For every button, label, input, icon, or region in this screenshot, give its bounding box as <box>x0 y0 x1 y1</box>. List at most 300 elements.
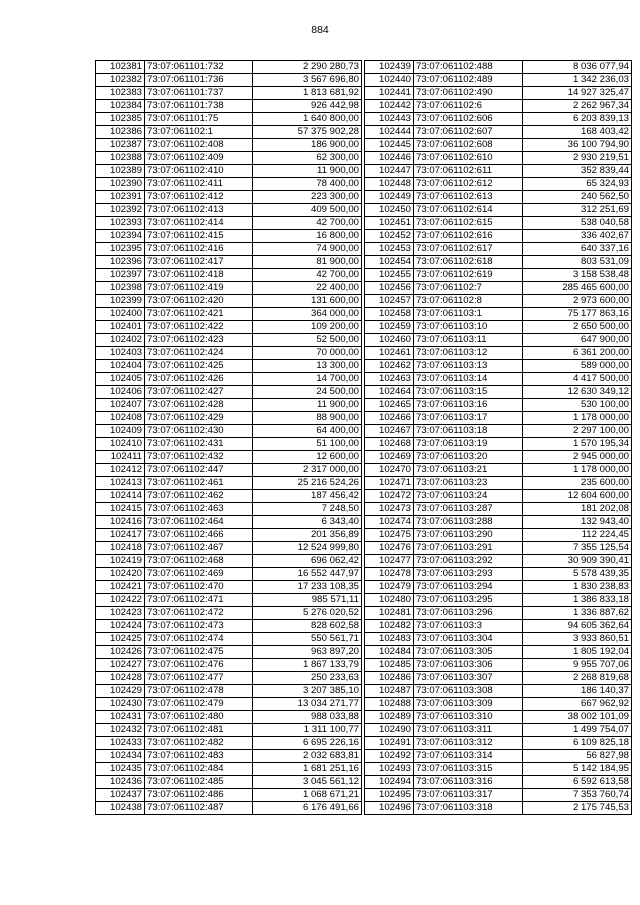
table-row <box>365 373 632 386</box>
cadastral-value: 1 178 000,00 <box>523 412 632 425</box>
table-row <box>96 529 362 542</box>
cadastral-value: 2 262 967,34 <box>523 100 632 113</box>
row-number: 102476 <box>365 542 414 555</box>
row-number: 102458 <box>365 308 414 321</box>
row-number: 102463 <box>365 373 414 386</box>
row-number: 102396 <box>96 256 145 269</box>
cadastral-number: 73:07:061103:318 <box>414 802 523 815</box>
cadastral-number: 73:07:061103:13 <box>414 360 523 373</box>
row-number: 102400 <box>96 308 145 321</box>
cadastral-number: 73:07:061102:426 <box>145 373 253 386</box>
table-row <box>365 230 632 243</box>
cadastral-number: 73:07:061103:311 <box>414 724 523 737</box>
row-number: 102429 <box>96 685 145 698</box>
cadastral-number: 73:07:061102:462 <box>145 490 253 503</box>
row-number: 102456 <box>365 282 414 295</box>
table-row <box>96 165 362 178</box>
table-row <box>96 204 362 217</box>
row-number: 102471 <box>365 477 414 490</box>
table-row <box>365 529 632 542</box>
cadastral-number: 73:07:061102:425 <box>145 360 253 373</box>
table-row <box>96 698 362 711</box>
table-row <box>96 672 362 685</box>
cadastral-value: 131 600,00 <box>253 295 362 308</box>
cadastral-value: 7 353 760,74 <box>523 789 632 802</box>
row-number: 102411 <box>96 451 145 464</box>
row-number: 102431 <box>96 711 145 724</box>
row-number: 102386 <box>96 126 145 139</box>
cadastral-value: 64 400,00 <box>253 425 362 438</box>
row-number: 102391 <box>96 191 145 204</box>
table-row <box>96 503 362 516</box>
table-row <box>96 477 362 490</box>
cadastral-number: 73:07:061102:479 <box>145 698 253 711</box>
cadastral-value: 57 375 902,28 <box>253 126 362 139</box>
cadastral-value: 6 176 491,66 <box>253 802 362 815</box>
cadastral-number: 73:07:061103:290 <box>414 529 523 542</box>
cadastral-number: 73:07:061102:616 <box>414 230 523 243</box>
cadastral-number: 73:07:061103:308 <box>414 685 523 698</box>
row-number: 102428 <box>96 672 145 685</box>
table-row <box>365 581 632 594</box>
cadastral-value: 9 955 707,06 <box>523 659 632 672</box>
cadastral-number: 73:07:061102:469 <box>145 568 253 581</box>
cadastral-value: 250 233,63 <box>253 672 362 685</box>
table-row <box>365 204 632 217</box>
cadastral-number: 73:07:061102:466 <box>145 529 253 542</box>
row-number: 102426 <box>96 646 145 659</box>
cadastral-number: 73:07:061101:736 <box>145 74 253 87</box>
cadastral-value: 11 900,00 <box>253 165 362 178</box>
cadastral-value: 30 909 390,41 <box>523 555 632 568</box>
row-number: 102395 <box>96 243 145 256</box>
row-number: 102468 <box>365 438 414 451</box>
cadastral-number: 73:07:061102:612 <box>414 178 523 191</box>
cadastral-number: 73:07:061102:424 <box>145 347 253 360</box>
row-number: 102421 <box>96 581 145 594</box>
row-number: 102420 <box>96 568 145 581</box>
cadastral-number: 73:07:061102:471 <box>145 594 253 607</box>
row-number: 102486 <box>365 672 414 685</box>
table-row <box>96 646 362 659</box>
cadastral-number: 73:07:061103:15 <box>414 386 523 399</box>
table-row <box>96 308 362 321</box>
cadastral-number: 73:07:061103:11 <box>414 334 523 347</box>
cadastral-number: 73:07:061102:427 <box>145 386 253 399</box>
cadastral-value: 62 300,00 <box>253 152 362 165</box>
cadastral-value: 13 034 271,77 <box>253 698 362 711</box>
cadastral-number: 73:07:061102:485 <box>145 776 253 789</box>
cadastral-number: 73:07:061103:291 <box>414 542 523 555</box>
table-row <box>96 802 362 815</box>
cadastral-value: 828 602,58 <box>253 620 362 633</box>
cadastral-value: 2 175 745,53 <box>523 802 632 815</box>
table-row <box>96 100 362 113</box>
row-number: 102430 <box>96 698 145 711</box>
row-number: 102461 <box>365 347 414 360</box>
table-row <box>365 74 632 87</box>
table-row <box>365 516 632 529</box>
table-row <box>96 412 362 425</box>
cadastral-number: 73:07:061102:428 <box>145 399 253 412</box>
cadastral-value: 12 600,00 <box>253 451 362 464</box>
cadastral-number: 73:07:061102:614 <box>414 204 523 217</box>
cadastral-number: 73:07:061102:447 <box>145 464 253 477</box>
cadastral-number: 73:07:061102:483 <box>145 750 253 763</box>
table-row <box>96 581 362 594</box>
cadastral-number: 73:07:061102:412 <box>145 191 253 204</box>
table-row <box>365 594 632 607</box>
cadastral-value: 11 900,00 <box>253 399 362 412</box>
cadastral-value: 1 681 251,16 <box>253 763 362 776</box>
cadastral-number: 73:07:061102:413 <box>145 204 253 217</box>
cadastral-number: 73:07:061102:472 <box>145 607 253 620</box>
row-number: 102418 <box>96 542 145 555</box>
row-number: 102455 <box>365 269 414 282</box>
cadastral-number: 73:07:061102:478 <box>145 685 253 698</box>
cadastral-value: 16 552 447,97 <box>253 568 362 581</box>
cadastral-value: 168 403,42 <box>523 126 632 139</box>
row-number: 102383 <box>96 87 145 100</box>
cadastral-number: 73:07:061103:287 <box>414 503 523 516</box>
table-row <box>365 282 632 295</box>
table-row <box>96 763 362 776</box>
row-number: 102464 <box>365 386 414 399</box>
cadastral-value: 3 045 561,12 <box>253 776 362 789</box>
row-number: 102489 <box>365 711 414 724</box>
cadastral-number: 73:07:061102:420 <box>145 295 253 308</box>
cadastral-number: 73:07:061102:7 <box>414 282 523 295</box>
cadastral-number: 73:07:061102:489 <box>414 74 523 87</box>
cadastral-value: 75 177 863,16 <box>523 308 632 321</box>
table-row <box>96 282 362 295</box>
cadastral-value: 988 033,88 <box>253 711 362 724</box>
table-row <box>365 295 632 308</box>
cadastral-value: 550 561,71 <box>253 633 362 646</box>
cadastral-value: 926 442,98 <box>253 100 362 113</box>
table-row <box>365 438 632 451</box>
table-row <box>365 789 632 802</box>
table-row <box>365 100 632 113</box>
cadastral-number: 73:07:061103:294 <box>414 581 523 594</box>
row-number: 102414 <box>96 490 145 503</box>
cadastral-number: 73:07:061102:617 <box>414 243 523 256</box>
row-number: 102405 <box>96 373 145 386</box>
table-row <box>365 243 632 256</box>
cadastral-value: 186 140,37 <box>523 685 632 698</box>
cadastral-value: 589 000,00 <box>523 360 632 373</box>
cadastral-number: 73:07:061102:488 <box>414 61 523 74</box>
table-row <box>365 672 632 685</box>
row-number: 102403 <box>96 347 145 360</box>
row-number: 102427 <box>96 659 145 672</box>
cadastral-number: 73:07:061103:307 <box>414 672 523 685</box>
table-row <box>365 321 632 334</box>
cadastral-value: 16 800,00 <box>253 230 362 243</box>
row-number: 102401 <box>96 321 145 334</box>
table-row <box>96 659 362 672</box>
table-row <box>365 165 632 178</box>
table-row <box>96 516 362 529</box>
table-row <box>96 347 362 360</box>
table-row <box>365 360 632 373</box>
cadastral-number: 73:07:061101:737 <box>145 87 253 100</box>
row-number: 102484 <box>365 646 414 659</box>
table-row <box>96 87 362 100</box>
row-number: 102423 <box>96 607 145 620</box>
table-row <box>365 87 632 100</box>
cadastral-number: 73:07:061102:429 <box>145 412 253 425</box>
table-row <box>365 126 632 139</box>
cadastral-value: 1 336 887,62 <box>523 607 632 620</box>
cadastral-number: 73:07:061103:295 <box>414 594 523 607</box>
table-row <box>365 334 632 347</box>
table-row <box>96 191 362 204</box>
row-number: 102416 <box>96 516 145 529</box>
cadastral-value: 14 927 325,47 <box>523 87 632 100</box>
table-row <box>365 633 632 646</box>
table-row <box>365 737 632 750</box>
row-number: 102466 <box>365 412 414 425</box>
row-number: 102439 <box>365 61 414 74</box>
cadastral-value: 7 355 125,54 <box>523 542 632 555</box>
row-number: 102398 <box>96 282 145 295</box>
cadastral-number: 73:07:061102:463 <box>145 503 253 516</box>
cadastral-value: 25 216 524,26 <box>253 477 362 490</box>
row-number: 102488 <box>365 698 414 711</box>
row-number: 102417 <box>96 529 145 542</box>
cadastral-value: 985 571,11 <box>253 594 362 607</box>
table-row <box>365 178 632 191</box>
row-number: 102397 <box>96 269 145 282</box>
row-number: 102482 <box>365 620 414 633</box>
row-number: 102399 <box>96 295 145 308</box>
row-number: 102459 <box>365 321 414 334</box>
cadastral-number: 73:07:061102:487 <box>145 802 253 815</box>
cadastral-number: 73:07:061102:422 <box>145 321 253 334</box>
cadastral-value: 22 400,00 <box>253 282 362 295</box>
cadastral-number: 73:07:061103:10 <box>414 321 523 334</box>
cadastral-number: 73:07:061102:6 <box>414 100 523 113</box>
row-number: 102492 <box>365 750 414 763</box>
row-number: 102469 <box>365 451 414 464</box>
cadastral-number: 73:07:061103:3 <box>414 620 523 633</box>
table-row <box>96 724 362 737</box>
row-number: 102394 <box>96 230 145 243</box>
cadastral-number: 73:07:061101:738 <box>145 100 253 113</box>
cadastral-number: 73:07:061102:8 <box>414 295 523 308</box>
cadastral-value: 2 650 500,00 <box>523 321 632 334</box>
cadastral-value: 42 700,00 <box>253 217 362 230</box>
cadastral-value: 81 900,00 <box>253 256 362 269</box>
cadastral-value: 94 605 362,64 <box>523 620 632 633</box>
row-number: 102410 <box>96 438 145 451</box>
table-row <box>365 620 632 633</box>
cadastral-value: 352 839,44 <box>523 165 632 178</box>
row-number: 102381 <box>96 61 145 74</box>
registry-table-left <box>95 60 362 815</box>
cadastral-number: 73:07:061103:293 <box>414 568 523 581</box>
cadastral-number: 73:07:061103:314 <box>414 750 523 763</box>
table-row <box>365 711 632 724</box>
table-row <box>96 126 362 139</box>
cadastral-number: 73:07:061102:421 <box>145 308 253 321</box>
cadastral-number: 73:07:061103:1 <box>414 308 523 321</box>
cadastral-value: 1 813 681,92 <box>253 87 362 100</box>
row-number: 102445 <box>365 139 414 152</box>
cadastral-value: 38 002 101,09 <box>523 711 632 724</box>
table-row <box>365 763 632 776</box>
table-row <box>96 789 362 802</box>
cadastral-value: 6 109 825,18 <box>523 737 632 750</box>
row-number: 102425 <box>96 633 145 646</box>
row-number: 102409 <box>96 425 145 438</box>
table-row <box>365 412 632 425</box>
cadastral-number: 73:07:061102:606 <box>414 113 523 126</box>
table-row <box>96 217 362 230</box>
table-row <box>365 555 632 568</box>
row-number: 102390 <box>96 178 145 191</box>
cadastral-number: 73:07:061102:480 <box>145 711 253 724</box>
cadastral-value: 409 500,00 <box>253 204 362 217</box>
row-number: 102382 <box>96 74 145 87</box>
row-number: 102442 <box>365 100 414 113</box>
cadastral-number: 73:07:061102:432 <box>145 451 253 464</box>
cadastral-value: 6 361 200,00 <box>523 347 632 360</box>
cadastral-value: 4 417 500,00 <box>523 373 632 386</box>
cadastral-value: 1 499 754,07 <box>523 724 632 737</box>
cadastral-value: 24 500,00 <box>253 386 362 399</box>
row-number: 102467 <box>365 425 414 438</box>
table-row <box>365 568 632 581</box>
table-row <box>96 61 362 74</box>
table-row <box>365 399 632 412</box>
cadastral-value: 5 578 439,35 <box>523 568 632 581</box>
cadastral-value: 640 337,16 <box>523 243 632 256</box>
table-row <box>365 646 632 659</box>
row-number: 102436 <box>96 776 145 789</box>
table-row <box>365 269 632 282</box>
table-row <box>96 334 362 347</box>
cadastral-number: 73:07:061102:419 <box>145 282 253 295</box>
row-number: 102443 <box>365 113 414 126</box>
cadastral-number: 73:07:061103:17 <box>414 412 523 425</box>
cadastral-number: 73:07:061102:416 <box>145 243 253 256</box>
cadastral-number: 73:07:061102:431 <box>145 438 253 451</box>
cadastral-value: 6 695 226,16 <box>253 737 362 750</box>
cadastral-number: 73:07:061103:296 <box>414 607 523 620</box>
cadastral-value: 7 248,50 <box>253 503 362 516</box>
cadastral-value: 132 943,40 <box>523 516 632 529</box>
cadastral-value: 12 524 999,80 <box>253 542 362 555</box>
cadastral-number: 73:07:061103:24 <box>414 490 523 503</box>
cadastral-number: 73:07:061102:481 <box>145 724 253 737</box>
cadastral-value: 13 300,00 <box>253 360 362 373</box>
table-row <box>96 451 362 464</box>
table-row <box>365 425 632 438</box>
row-number: 102495 <box>365 789 414 802</box>
row-number: 102478 <box>365 568 414 581</box>
table-row <box>96 542 362 555</box>
table-row <box>96 737 362 750</box>
cadastral-number: 73:07:061103:304 <box>414 633 523 646</box>
cadastral-value: 1 342 236,03 <box>523 74 632 87</box>
table-row <box>96 464 362 477</box>
table-row <box>96 386 362 399</box>
cadastral-value: 42 700,00 <box>253 269 362 282</box>
row-number: 102448 <box>365 178 414 191</box>
cadastral-number: 73:07:061103:23 <box>414 477 523 490</box>
cadastral-value: 3 567 696,80 <box>253 74 362 87</box>
cadastral-number: 73:07:061102:467 <box>145 542 253 555</box>
cadastral-number: 73:07:061102:1 <box>145 126 253 139</box>
cadastral-number: 73:07:061102:486 <box>145 789 253 802</box>
cadastral-number: 73:07:061102:490 <box>414 87 523 100</box>
cadastral-value: 285 465 600,00 <box>523 282 632 295</box>
cadastral-number: 73:07:061103:12 <box>414 347 523 360</box>
row-number: 102388 <box>96 152 145 165</box>
table-row <box>365 698 632 711</box>
cadastral-number: 73:07:061103:312 <box>414 737 523 750</box>
table-row <box>365 61 632 74</box>
cadastral-number: 73:07:061103:316 <box>414 776 523 789</box>
cadastral-value: 88 900,00 <box>253 412 362 425</box>
row-number: 102408 <box>96 412 145 425</box>
row-number: 102404 <box>96 360 145 373</box>
table-row <box>365 477 632 490</box>
table-row <box>96 399 362 412</box>
table-row <box>96 607 362 620</box>
cadastral-value: 1 178 000,00 <box>523 464 632 477</box>
row-number: 102454 <box>365 256 414 269</box>
cadastral-value: 240 562,50 <box>523 191 632 204</box>
cadastral-value: 181 202,08 <box>523 503 632 516</box>
cadastral-value: 51 100,00 <box>253 438 362 451</box>
row-number: 102491 <box>365 737 414 750</box>
row-number: 102393 <box>96 217 145 230</box>
row-number: 102475 <box>365 529 414 542</box>
cadastral-number: 73:07:061102:468 <box>145 555 253 568</box>
table-row <box>96 711 362 724</box>
table-row <box>96 360 362 373</box>
cadastral-number: 73:07:061102:473 <box>145 620 253 633</box>
table-row <box>365 659 632 672</box>
cadastral-number: 73:07:061102:408 <box>145 139 253 152</box>
row-number: 102412 <box>96 464 145 477</box>
cadastral-number: 73:07:061102:476 <box>145 659 253 672</box>
cadastral-number: 73:07:061102:613 <box>414 191 523 204</box>
row-number: 102481 <box>365 607 414 620</box>
cadastral-number: 73:07:061102:474 <box>145 633 253 646</box>
cadastral-value: 112 224,45 <box>523 529 632 542</box>
cadastral-value: 52 500,00 <box>253 334 362 347</box>
cadastral-value: 538 040,58 <box>523 217 632 230</box>
row-number: 102452 <box>365 230 414 243</box>
row-number: 102434 <box>96 750 145 763</box>
row-number: 102450 <box>365 204 414 217</box>
table-row <box>96 490 362 503</box>
cadastral-value: 235 600,00 <box>523 477 632 490</box>
row-number: 102389 <box>96 165 145 178</box>
row-number: 102422 <box>96 594 145 607</box>
cadastral-number: 73:07:061102:475 <box>145 646 253 659</box>
table-row <box>96 685 362 698</box>
table-row <box>365 113 632 126</box>
table-row <box>96 620 362 633</box>
cadastral-value: 201 356,89 <box>253 529 362 542</box>
row-number: 102449 <box>365 191 414 204</box>
cadastral-value: 6 592 613,58 <box>523 776 632 789</box>
